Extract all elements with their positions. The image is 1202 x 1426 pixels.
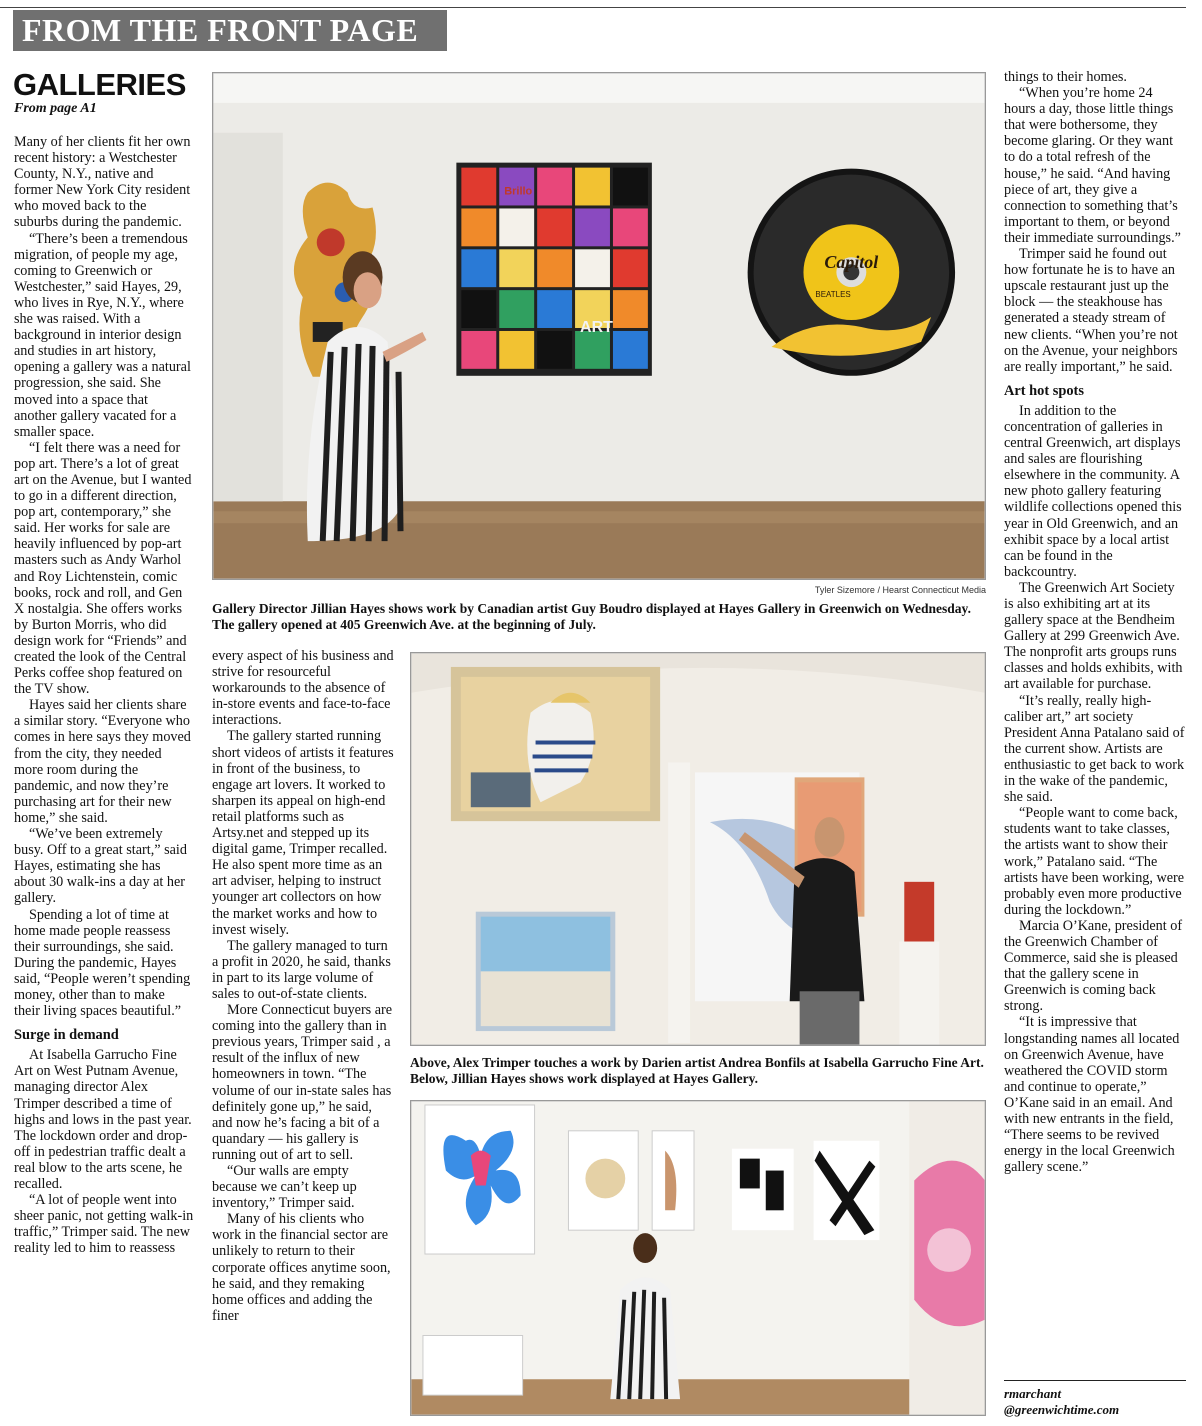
pop-art-tile <box>575 168 610 206</box>
paragraph: “There’s been a tremendous migration, of people my age, coming to Greenwich or Westchester,” said Hayes, 29, who lives in Rye, N.Y., where she was raised. With a background in interior design and studies in art history, opening a gallery was a natural progression, she said. She moved into a space that another gallery vacated for a smaller space. <box>14 230 191 440</box>
paragraph: “It’s really, really high-caliber art,” art society President Anna Patalano said of the current show. Artists are enthusiastic to get back to work in the wake of the pandemic, she said. <box>1004 692 1185 806</box>
pop-art-tile <box>461 249 496 287</box>
pop-art-tile <box>575 249 610 287</box>
brillo-label: Brillo <box>504 185 533 198</box>
pop-art-tile <box>613 168 648 206</box>
pop-art-tile <box>613 249 648 287</box>
paragraph: Hayes said her clients share a similar story. “Everyone who comes in here says they moved from the city, they needed more room during the pandemic, and now they’re purchasing art for their new home,” she said. <box>14 697 191 826</box>
pop-art-tile <box>537 249 572 287</box>
paragraph: “A lot of people went into sheer panic, not getting walk-in traffic,” Trimper said. The new reality led to him to reassess <box>14 1192 194 1257</box>
pop-art-tile <box>575 208 610 246</box>
pop-art-tile <box>461 290 496 328</box>
subhead: Surge in demand <box>14 1027 119 1044</box>
byline-rule <box>1004 1380 1186 1381</box>
pop-art-tile <box>613 331 648 369</box>
paragraph: “We’ve been extremely busy. Off to a great start,” said Hayes, estimating she has about 30 walk-ins a day at her gallery. <box>14 826 187 907</box>
section-banner: FROM THE FRONT PAGE <box>13 10 447 51</box>
pop-art-tile <box>575 331 610 369</box>
pop-art-tile <box>499 249 534 287</box>
pop-art-tile <box>613 290 648 328</box>
paragraph: Marcia O’Kane, president of the Greenwich Chamber of Commerce, said she is pleased that the gallery scene in Greenwich is coming back strong. <box>1004 917 1183 1015</box>
gallery-photo-hayes <box>212 72 986 580</box>
article-column-1 <box>14 134 194 1256</box>
byline-email: @greenwichtime.com <box>1004 1402 1120 1417</box>
paragraph: things to their homes. <box>1004 69 1127 85</box>
paragraph: “Our walls are empty because we can’t keep up inventory,” Trimper said. <box>212 1163 357 1212</box>
photo-credit: Tyler Sizemore / Hearst Connecticut Media <box>814 585 986 595</box>
paragraph: “When you’re home 24 hours a day, those little things that were bothersome, they become glaring. Or they want to do a total refresh of the house,” he said. “And having piece of art, they give a connection to something that’s important to them, or beyond their immediate surroundings.” <box>1004 85 1181 246</box>
pop-art-tile <box>613 208 648 246</box>
paragraph: “People want to come back, students want to take classes, the artists want to show their work,” Patalano said. “The artists have been working, were probably even more productive during the lockdown.” <box>1004 805 1185 918</box>
top-rule <box>0 7 1186 8</box>
paragraph: The gallery managed to turn a profit in 2020, he said, thanks in part to its large volume of sales to out-of-state clients. <box>212 937 391 1002</box>
paragraph: Spending a lot of time at home made people reassess their surroundings, she said. During the pandemic, Hayes said, “People weren’t spending money, other than to make their living spaces beautiful.” <box>14 906 191 1020</box>
pop-art-tile <box>537 168 572 206</box>
paragraph: The gallery started running short videos of artists it features in front of the business, to engage art lovers. It worked to sharpen its appeal on high-end retail platforms such as Artsy.net and stepped up its digital game, Trimper recalled. He also spent more time as an art adviser, helping to instruct younger art collectors on how the market works and how to invest wisely. <box>212 728 394 938</box>
pop-art-tile <box>461 168 496 206</box>
pop-art-tile <box>537 331 572 369</box>
byline <box>1004 1386 1186 1418</box>
record-label-text: Capitol <box>824 252 879 273</box>
article-column-3 <box>1004 69 1186 1175</box>
photo-caption: Gallery Director Jillian Hayes shows work by Canadian artist Guy Boudro displayed at Hayes Gallery in Greenwich on Wednesday. The gallery opened at 405 Greenwich Ave. at the beginning of July. <box>212 601 971 632</box>
pop-art-tile <box>537 290 572 328</box>
pop-art-tile <box>499 290 534 328</box>
jump-line: From page A1 <box>14 101 97 116</box>
article-column-2 <box>212 648 394 1324</box>
paragraph: The Greenwich Art Society is also exhibiting art at its gallery space at the Bendheim Gallery at 299 Greenwich Ave. The nonprofit arts groups runs classes and holds exhibits, with art available for purchase. <box>1004 579 1183 693</box>
paragraph: In addition to the concentration of galleries in central Greenwich, art displays and sales are flourishing elsewhere in the community. A new photo gallery featuring wildlife collections opened this year in Old Greenwich, and an exhibit space by a local artist can be found in the backcountry. <box>1004 402 1182 580</box>
paragraph: every aspect of his business and strive for resourceful workarounds to the absence of in-store events and face-to-face interactions. <box>212 648 394 729</box>
pop-art-tile <box>499 208 534 246</box>
paragraph: At Isabella Garrucho Fine Art on West Putnam Avenue, managing director Alex Trimper described a time of highs and lows in the past year. The lockdown order and drop-off in pedestrian traffic dealt a real blow to the arts scene, he recalled. <box>14 1047 192 1192</box>
paragraph: Many of his clients who work in the financial sector are unlikely to return to their corporate offices anytime soon, he said, and they remaking home offices and adding the finer <box>212 1211 391 1324</box>
subhead: Art hot spots <box>1004 382 1084 399</box>
gallery-photo-trimper <box>410 652 986 1046</box>
paragraph: “I felt there was a need for pop art. There’s a lot of great art on the Avenue, but I wanted to go in a different direction, pop art, contemporary,” she said. Her works for sale are heavily influenced by pop-art masters such as Andy Warhol and Roy Lichtenstein, comic books, rock and roll, and Gen X nostalgia. She offers works by Burton Morris, who did design work for “Friends” and created the look of the Central Perks coffee shop featured on the TV show. <box>14 439 192 698</box>
paragraph: Trimper said he found out how fortunate he is to have an upscale restaurant just up the block — the steakhouse has generated a steady stream of new clients. “When you’re not on the Avenue, your neighbors are really important,” he said. <box>1004 246 1178 375</box>
art-label: ART <box>580 318 613 336</box>
headline: GALLERIES <box>13 67 186 102</box>
pop-art-tile <box>499 331 534 369</box>
photo-caption-2: Above, Alex Trimper touches a work by Darien artist Andrea Bonfils at Isabella Garrucho Fine Art. Below, Jillian Hayes shows work displayed at Hayes Gallery. <box>410 1055 984 1086</box>
paragraph: “It is impressive that longstanding names all located on Greenwich Avenue, have weathered the COVID storm and continue to operate,” O’Kane said in an email. And with new entrants in the field, “There seems to be revived energy in the local Greenwich gallery scene.” <box>1004 1014 1180 1176</box>
pop-art-tile <box>537 208 572 246</box>
byline-name: rmarchant <box>1004 1386 1062 1401</box>
record-band-text: BEATLES <box>815 290 851 300</box>
paragraph: Many of her clients fit her own recent history: a Westchester County, N.Y., native and former New York City resident who moved back to the suburbs during the pandemic. <box>14 134 191 231</box>
paragraph: More Connecticut buyers are coming into the gallery than in previous years, Trimper said , a result of the influx of new homeowners in town. “The volume of our in-state sales has definitely gone up,” he said, and now he’s facing a bit of a quandary — his gallery is running out of art to sell. <box>212 1002 393 1163</box>
gallery-photo-hayes-2 <box>410 1100 986 1416</box>
pop-art-tile <box>461 331 496 369</box>
pop-art-tile <box>461 208 496 246</box>
